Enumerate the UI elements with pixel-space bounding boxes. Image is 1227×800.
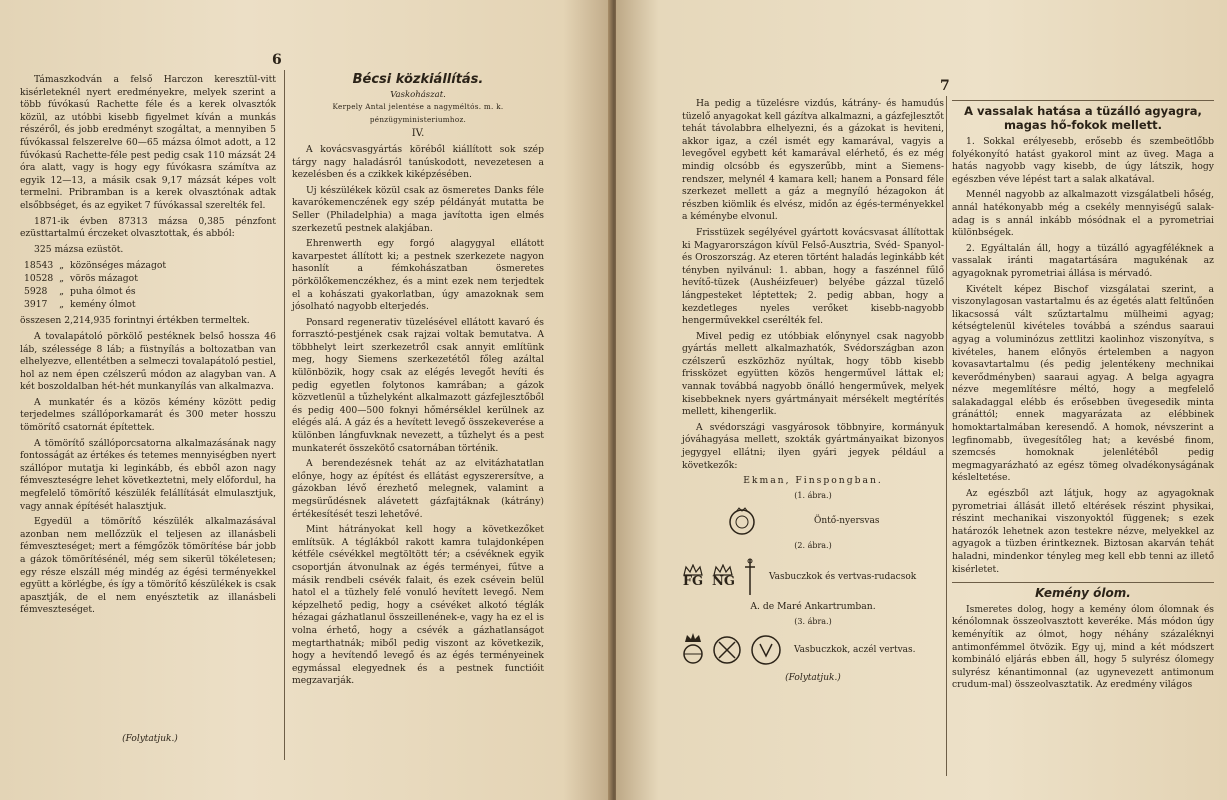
right-page: [616, 0, 1227, 800]
paragraph: 325 mázsa ezüstöt.: [34, 243, 124, 255]
crossed-anchors-mark-icon: [712, 635, 742, 665]
table-cell-desc: vörös mázagot: [70, 273, 138, 285]
table-row: [24, 298, 172, 311]
paragraph: Mennél nagyobb az alkalmazott vizsgálatbeli hőség, annál hatékonyabb még a csekély mennyiségű salak-adag is s annál inkább mósódnak el a pyrometriai különbségek.: [952, 189, 1214, 239]
column-rule: [946, 96, 947, 776]
paragraph: A tovalapátoló pörkölő pestéknek belső hossza 46 láb, szélessége 8 láb; a füstnyílás a boltozatban van elhelyezve, ellentétben a selmeczi tovalapátoló pestiel, hol az nem épen czélszerű módon az alagyban van. A két boszoldalban hét-hét munkanyílás van alkalmazva.: [20, 330, 276, 393]
table-cell-qty: 5928: [24, 286, 48, 298]
paragraph: 2. Egyáltalán áll, hogy a tüzálló agyagféléknek a vassalak iránti magatartására magukénak az agyagoknak pyrometriai állása is mérvadó.: [952, 242, 1214, 279]
paragraph: A berendezésnek tehát az az elvitázhatatlan előnye, hogy az építést és ellátást egyszerersítve, a gázokban lévő érezhető melegnek, valamint a megsürűdésnek alávetett gázfajtáknak (kátrány) értékesítését teszi lehetővé.: [292, 458, 544, 520]
left-page: [0, 0, 612, 800]
figure-2-label: (2. ábra.): [794, 541, 832, 551]
fg-mark: [682, 564, 704, 590]
table-row: [24, 259, 172, 272]
paragraph: Kivételt képez Bischof vizsgálatai szerint, a viszonylagosan vastartalmu és az égetés alatt feltűnően likacsossá vált szűztartalmu mülheimi agyag; kétségtelenül kivételes továbbá a széndus saaraui agyag a voluminózus zettlitzi kaolinhoz viszonyítva, s kivételes, hanem előnyös értelemben a nagyon kovasavtartalmu (és pedig jelentékeny mechnikai keverődményben) saaraui agyag. A belga agyagra nézve megemlítésre méltó, hogy a megfelelő salakadaggal elébb és erősebben üvegesedik minta gránáttól; ennek magyarázata az elébbinek homoktartalmában keresendő. A homok, névszerint a legfinomabb, üvegesítőleg hat; a kevésbé finom, szemcsés homoknak jelenlétéből pedig megmagyarázható az egész tömeg olvadékonyságának késleltetése.: [952, 283, 1214, 484]
left-column-2: [292, 74, 544, 691]
table-cell-desc: kemény ólmot: [70, 299, 136, 311]
right-column-1: [682, 98, 944, 685]
figure-3: [682, 632, 944, 668]
paragraph: A munkatér és a közös kémény között pedig terjedelmes szállóporkamarát és 300 meter hosszu tömörítő csatornát építettek.: [20, 396, 276, 434]
paragraph: Ponsard regenerativ tüzelésével ellátott kavaró és forrasztó-pestjének csak rajzai voltak bemutatva. A többhelyt leirt szerkezetről csak annyit említünk meg, hogy Siemens szerkezetétől főleg azáltal különbözik, hogy csak az elégés levegőt hevíti és pedig egyetlen folytonos kamrában; a gázok közvetlenül a tűzhelyként alkalmazott gázfejlesztőből és pedig 400—500 foknyi hőmérséklel kerülnek az elégés alá. A gáz és a hevített levegő összekeverése a különben lángfuvknak nevezett, a tűzhelyt és a pest munkaterét összekötő csatornában történik.: [292, 316, 544, 454]
cross-staff-mark-icon: [743, 557, 757, 597]
figure-3-label: (3. ábra.): [794, 616, 832, 626]
ng-mark-letters: NG: [712, 574, 735, 590]
figure-1-label: (1. ábra.): [794, 490, 832, 500]
article-title: A vassalak hatása a tüzálló agyagra, magas hő-fokok mellett.: [952, 100, 1214, 132]
article-byline: Kerpely Antal jelentése a nagyméltós. m. k. pénzügyministeriumhoz.: [332, 102, 504, 124]
table-cell-ditto: „: [59, 273, 64, 285]
maker-de-mare: A. de Maré Ankartrumban.: [750, 601, 876, 612]
section-title: Kemény ólom.: [952, 582, 1214, 600]
paragraph: Ismeretes dolog, hogy a kemény ólom ólomnak és kénólomnak összeolvasztott keveréke. Más módon úgy keményítik az ólmot, hogy néhány százaléknyi antimonfémmel ötvözik. Egy uj, mind a két módszert kombináló eljárás ebben áll, hogy 5 sulyrész ólomegy sulyrész kénantimonnal (az ugynevezett antimonum crudum-mal) összeolvasztatik. Az eredmény világos: [952, 603, 1214, 691]
table-row: [24, 272, 172, 285]
crowned-circle-mark-icon: [727, 506, 757, 536]
table-cell-desc: közönséges mázagot: [70, 260, 167, 272]
figure-3-description: Vasbuczkok, aczél vertvas.: [794, 644, 916, 655]
maker-ekman: Ekman, Finspongban.: [743, 475, 883, 487]
paragraph: A kovácsvasgyártás köréből kiállított sok szép tárgy nagy haladásról tanúskodott, nevezetesen a kezelésben és a czikkek kiképzésében.: [292, 143, 544, 181]
ng-mark: [712, 564, 735, 590]
figure-3-marks: [682, 632, 782, 668]
continued-note: (Folytatjuk.): [785, 673, 841, 684]
table-cell-ditto: „: [59, 286, 64, 298]
page-number-right: 7: [940, 78, 950, 94]
table-row: [24, 285, 172, 298]
paragraph: Frisstüzek segélyével gyártott kovácsvasat állítottak ki Magyarországon kívül Felső-Ausztria, Svéd- Spanyol- és Oroszország. Az eteren történt haladás leginkább két tényben nyilvánul: 1. abban, hogy a faszénnel fűlő hevítő-tüzek (Aushéizfeuer) belyébe gázzal tüzelő lángpesteket léptettek; 2. pedig abban, hogy a kezdetleges nyeles verőket kisebb-nagyobb hengerművekkel cserélték fel.: [682, 226, 945, 327]
figure-1-marks: [682, 506, 802, 536]
section-number: IV.: [411, 128, 425, 140]
paragraph: Ha pedig a tüzelésre vizdús, kátrány- és hamudús tüzelő anyagokat kell gázítva alkalmazni, a gázfejlesztőt tehát távolabbra elhelyezni, és a gázokat is heviteni, akkor igaz, a czél ismét egy kamarával, vagyis a levegővel egybett két kamarával elérhető, és ez még mindig olcsóbb és egyszerűbb, mint a Siemens-rendszer, melynél 4 kamara kell; hanem a Ponsard féle szerkezet mellett a gáz a megnyíló hézagokon át részben kiömlik és elvész, midőn az égés-terményekkel a kéménybe elvonul.: [682, 98, 944, 223]
production-table: [24, 259, 172, 311]
figure-2-marks: [682, 557, 757, 597]
continued-note: (Folytatjuk.): [122, 734, 178, 744]
figure-1-description: Öntő-nyersvas: [814, 516, 880, 527]
table-cell-ditto: „: [59, 260, 64, 272]
right-column-2: [952, 100, 1214, 695]
article-title: Bécsi közkiállítás.: [352, 72, 484, 87]
figure-1: [682, 506, 944, 536]
paragraph: Egyedül a tömörítő készülék alkalmazásával azonban nem mellőzzük el teljesen az illanásbeli fémveszteséget; mert a fémgőzök tömörítése bár jobb a gázok tömörítésénél, még sem sikerül tökéletesen; egy része elszáll még mindég az égési terményekkel együtt a körlégbe, és így a tömörítő készülékek is csak apasztják, de el nem enyésztetik az illanásbeli fémveszteséget.: [20, 516, 276, 616]
fg-mark-letters: FG: [682, 574, 704, 590]
table-cell-qty: 10528: [24, 273, 54, 285]
paragraph: Az egészből azt látjuk, hogy az agyagoknak pyrometriai állását illető eltérések részint physikai, részint mechanikai viszonyoktól függenek; s ezek határozók lehetnek azon testekre nézve, melyekkel az agyagok a tüzben érintkeznek. Biztosan akarván tehát haladni, mindenkor tényleg meg kell ebb tenni az illető kisérletet.: [952, 488, 1214, 575]
table-cell-desc: puha ólmot és: [70, 286, 136, 298]
paragraph: Támaszkodván a felső Harczon keresztül-vitt kisérleteknél nyert eredményekre, melyek szerint a több fúvókasú Rachette féle és a kerek olvasztók közül, az utóbbi kisebb figyelmet kíván a munkás részéről, és jobb eredményt szogáltat, a mennyiben 5 fúvókassal felszerelve 60—65 mázsa ólmot adott, a 12 fúvókasú Rachette-féle pest pedig csak 110 mázsát 24 óra alatt, vagy is hogy egy fúvókasra számítva az egyik 12—13, a másik csak 9,17 mázsát képes volt termelni. Pribramban is a kerek olvasztónak adtak elsőbbséget, és az egyiket 7 fúvókassal szerelték fel.: [20, 74, 276, 211]
table-cell-ditto: „: [59, 299, 64, 311]
paragraph: 1871-ik évben 87313 mázsa 0,385 pénzfont ezüsttartalmú érczeket olvasztottak, és abból:: [20, 215, 276, 240]
paragraph: 1. Sokkal erélyesebb, erősebb és szembeötlőbb folyékonyító hatást gyakorol mint az üveg. Maga a hatás nagyobb vagy kisebb, de úgy látszik, hogy egészben véve lépést tart a salak alkatával.: [952, 136, 1214, 185]
page-number-left: 6: [272, 52, 282, 68]
table-cell-qty: 3917: [24, 299, 48, 311]
anchor-circle-mark-icon: [750, 634, 782, 666]
left-column-1: [20, 74, 276, 620]
column-rule: [284, 70, 285, 760]
paragraph: összesen 2,214,935 forintnyi értékben termeltek.: [20, 315, 250, 327]
paragraph: Ehrenwerth egy forgó alagygyal ellátott kavarpestet állított ki; a pestnek szerkezete nagyon hasonlít a fémkohászatban ösmeretes pörkölőkemenczékhez, és a mint ezek nem terjedtek el a kohászati gyakorlatban, úgy amazoknak sem jósolható nagyobb elterjedés.: [292, 238, 544, 313]
figure-2: [682, 557, 944, 597]
paragraph: Mivel pedig ez utóbbiak előnynyel csak nagyobb gyártás mellett alkalmazhatók, Svédországban azon czélszerű eszközhöz nyúltak, hogy több kisebb frissközet együtten közös hengerművel láttak el; vannak továbbá nagyobb önálló hengerművek, melyek kisebbeknek nyers gyártmányait mérsékelt megtérítés mellett, kihengerlik.: [682, 330, 944, 418]
table-cell-qty: 18543: [24, 260, 54, 272]
paragraph: A tömörítő szállóporcsatorna alkalmazásának nagy fontosságát az értékes és tetemes mennyiségben nyert szállópor mutatja ki leginkább, és ebből azon nagy fémveszteségre lehet következtetni, mely előfordul, ha megfelelő tömörítő készülék felállítását elmulasztjuk, vagy annak építését halasztjuk.: [20, 437, 276, 512]
figure-2-description: Vasbuczkok és vertvas-rudacsok: [769, 571, 917, 582]
article-subtitle: Vaskohászat.: [390, 89, 446, 100]
paragraph: Uj készülékek közül csak az ösmeretes Danks féle kavarókemenczének egy szép példányát mutatta be Seller (Philadelphia) a maga javította igen elmés szerkezetű pestnek alakjában.: [292, 184, 544, 234]
crowned-globe-mark-icon: [682, 632, 704, 668]
paragraph: Mint hátrányokat kell hogy a következőket említsük. A téglákból rakott kamra tulajdonképen kétféle csévékkel megtöltött tér; a csévéknek egyik csoportján átvonulnak az égés terményei, fűtve a másik rendbeli csévék falait, és ezek csévein belül hatol el a tüzhely felé vonuló hevített levegő. Nem képzelhető pedig, hogy a csévéket alkotó téglák hézagai gázhatlanul összeillenének-e, vagy ha ez el is volna érhető, hogy a csévék a gázhatlanságot megtarthatnák; miből pedig viszont az következik, hogy a hevítendő levegő és az égés terményeinek egymással elegyednek és a pestnek functióit megzavarják.: [292, 524, 544, 687]
paragraph: A svédországi vasgyárosok többnyire, kormányuk jóváhagyása mellett, szokták gyártmányaikat bizonyos jegygyel ellátni; ilyen gyári jegyek például a következők:: [682, 421, 944, 471]
